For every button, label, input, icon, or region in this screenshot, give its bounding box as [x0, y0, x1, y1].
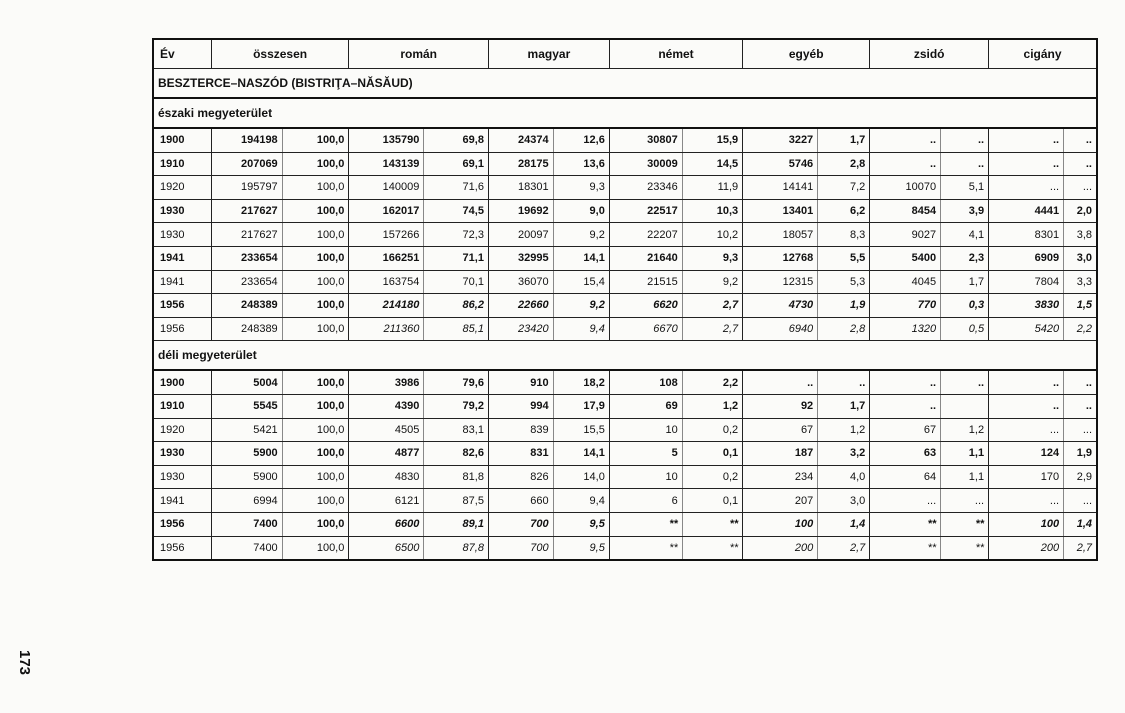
table-row	[153, 152, 1097, 176]
section-title-row	[153, 341, 1097, 371]
value-cell: ..	[870, 152, 941, 176]
value-cell: 1,2	[682, 394, 742, 418]
value-cell: 6940	[743, 317, 818, 341]
value-cell: 18,2	[553, 370, 609, 394]
table-row	[153, 465, 1097, 489]
header-year: Év	[153, 39, 211, 69]
value-cell: 1,9	[818, 294, 870, 318]
value-cell: ...	[1064, 489, 1097, 513]
value-cell: 92	[743, 394, 818, 418]
value-cell: 19692	[488, 199, 553, 223]
header-cigany: cigány	[989, 39, 1097, 69]
value-cell: **	[609, 512, 682, 536]
value-cell: **	[609, 536, 682, 560]
value-cell: 2,7	[818, 536, 870, 560]
value-cell: 74,5	[424, 199, 489, 223]
table-row	[153, 442, 1097, 466]
value-cell: 12768	[743, 246, 818, 270]
table-row	[153, 199, 1097, 223]
value-cell: **	[870, 512, 941, 536]
section-title: déli megyeterület	[153, 341, 1097, 371]
value-cell: 9,3	[682, 246, 742, 270]
value-cell: 0,1	[682, 489, 742, 513]
value-cell: 700	[488, 536, 553, 560]
region-title: BESZTERCE–NASZÓD (BISTRIŢA–NĂSĂUD)	[153, 69, 1097, 99]
value-cell: 71,6	[424, 176, 489, 200]
value-cell: 9,2	[553, 294, 609, 318]
value-cell: ...	[989, 418, 1064, 442]
value-cell: 22660	[488, 294, 553, 318]
year-cell: 1900	[153, 370, 211, 394]
value-cell: ..	[1064, 128, 1097, 152]
value-cell: 1,7	[941, 270, 989, 294]
value-cell: 6909	[989, 246, 1064, 270]
value-cell: 100,0	[282, 317, 349, 341]
value-cell: 2,8	[818, 152, 870, 176]
value-cell: 140009	[349, 176, 424, 200]
value-cell	[941, 394, 989, 418]
value-cell: 4830	[349, 465, 424, 489]
value-cell: 8301	[989, 223, 1064, 247]
year-cell: 1941	[153, 270, 211, 294]
value-cell: 100,0	[282, 176, 349, 200]
value-cell: 5,5	[818, 246, 870, 270]
year-cell: 1941	[153, 246, 211, 270]
value-cell: 32995	[488, 246, 553, 270]
year-cell: 1930	[153, 465, 211, 489]
value-cell: 1,2	[818, 418, 870, 442]
value-cell: 89,1	[424, 512, 489, 536]
value-cell: 4045	[870, 270, 941, 294]
value-cell: 36070	[488, 270, 553, 294]
header-egyeb: egyéb	[743, 39, 870, 69]
value-cell: 9,4	[553, 317, 609, 341]
value-cell: 162017	[349, 199, 424, 223]
value-cell: 826	[488, 465, 553, 489]
value-cell: 69,1	[424, 152, 489, 176]
value-cell: ..	[1064, 394, 1097, 418]
value-cell: 6,2	[818, 199, 870, 223]
value-cell: 3,9	[941, 199, 989, 223]
section-title: északi megyeterület	[153, 98, 1097, 128]
table-row	[153, 317, 1097, 341]
table-row	[153, 512, 1097, 536]
population-table	[152, 38, 1098, 561]
value-cell: 8454	[870, 199, 941, 223]
value-cell: 194198	[211, 128, 282, 152]
value-cell: ..	[818, 370, 870, 394]
value-cell: 4,0	[818, 465, 870, 489]
value-cell: 3,0	[1064, 246, 1097, 270]
value-cell: 157266	[349, 223, 424, 247]
value-cell: 69,8	[424, 128, 489, 152]
value-cell: ..	[870, 370, 941, 394]
value-cell: 7400	[211, 536, 282, 560]
value-cell: 0,2	[682, 465, 742, 489]
value-cell: 85,1	[424, 317, 489, 341]
value-cell: 5,3	[818, 270, 870, 294]
value-cell: 14,1	[553, 442, 609, 466]
value-cell: 3,2	[818, 442, 870, 466]
value-cell: 3,0	[818, 489, 870, 513]
value-cell: 100,0	[282, 199, 349, 223]
header-magyar: magyar	[488, 39, 609, 69]
table-row	[153, 223, 1097, 247]
value-cell: 5421	[211, 418, 282, 442]
value-cell: 4730	[743, 294, 818, 318]
value-cell: 23346	[609, 176, 682, 200]
value-cell: 831	[488, 442, 553, 466]
value-cell: 2,3	[941, 246, 989, 270]
value-cell: ...	[870, 489, 941, 513]
value-cell: ..	[989, 394, 1064, 418]
value-cell: 13401	[743, 199, 818, 223]
value-cell: 1,1	[941, 465, 989, 489]
table-row	[153, 394, 1097, 418]
value-cell: 100,0	[282, 152, 349, 176]
value-cell: 12,6	[553, 128, 609, 152]
value-cell: ...	[1064, 176, 1097, 200]
value-cell: 143139	[349, 152, 424, 176]
value-cell: ..	[941, 152, 989, 176]
value-cell: ..	[743, 370, 818, 394]
value-cell: 2,0	[1064, 199, 1097, 223]
value-cell: 100,0	[282, 246, 349, 270]
value-cell: 100	[989, 512, 1064, 536]
value-cell: 5,1	[941, 176, 989, 200]
value-cell: 100,0	[282, 270, 349, 294]
value-cell: 11,9	[682, 176, 742, 200]
value-cell: 7,2	[818, 176, 870, 200]
value-cell: 10,2	[682, 223, 742, 247]
table-row	[153, 536, 1097, 560]
value-cell: 2,8	[818, 317, 870, 341]
value-cell: 20097	[488, 223, 553, 247]
value-cell: 21515	[609, 270, 682, 294]
value-cell: 5004	[211, 370, 282, 394]
value-cell: 5545	[211, 394, 282, 418]
value-cell: 195797	[211, 176, 282, 200]
value-cell: 79,2	[424, 394, 489, 418]
value-cell: **	[941, 512, 989, 536]
value-cell: 5420	[989, 317, 1064, 341]
value-cell: 30807	[609, 128, 682, 152]
value-cell: 83,1	[424, 418, 489, 442]
value-cell: 108	[609, 370, 682, 394]
value-cell: 207	[743, 489, 818, 513]
value-cell: 100,0	[282, 442, 349, 466]
value-cell: 135790	[349, 128, 424, 152]
value-cell: 28175	[488, 152, 553, 176]
header-zsido: zsidó	[870, 39, 989, 69]
value-cell: 14,5	[682, 152, 742, 176]
value-cell: **	[941, 536, 989, 560]
year-cell: 1900	[153, 128, 211, 152]
value-cell: 1,7	[818, 394, 870, 418]
year-cell: 1930	[153, 442, 211, 466]
value-cell: 100,0	[282, 370, 349, 394]
value-cell: 9,2	[682, 270, 742, 294]
value-cell: 72,3	[424, 223, 489, 247]
value-cell: 1,9	[1064, 442, 1097, 466]
value-cell: 1,2	[941, 418, 989, 442]
value-cell: 18301	[488, 176, 553, 200]
value-cell: 100,0	[282, 418, 349, 442]
value-cell: ..	[941, 128, 989, 152]
value-cell: 70,1	[424, 270, 489, 294]
value-cell: ..	[870, 128, 941, 152]
year-cell: 1930	[153, 199, 211, 223]
value-cell: 170	[989, 465, 1064, 489]
value-cell: 2,7	[682, 294, 742, 318]
value-cell: 700	[488, 512, 553, 536]
value-cell: 3830	[989, 294, 1064, 318]
value-cell: 4505	[349, 418, 424, 442]
value-cell: ...	[989, 489, 1064, 513]
page-number: 173	[16, 650, 33, 676]
value-cell: 0,1	[682, 442, 742, 466]
value-cell: 6620	[609, 294, 682, 318]
value-cell: 4,1	[941, 223, 989, 247]
table-row	[153, 128, 1097, 152]
value-cell: 100,0	[282, 489, 349, 513]
table-row	[153, 294, 1097, 318]
year-cell: 1920	[153, 176, 211, 200]
value-cell: 22207	[609, 223, 682, 247]
value-cell: **	[870, 536, 941, 560]
value-cell: 9,0	[553, 199, 609, 223]
value-cell: ..	[989, 152, 1064, 176]
value-cell: 12315	[743, 270, 818, 294]
value-cell: ..	[989, 370, 1064, 394]
value-cell: 248389	[211, 317, 282, 341]
value-cell: 82,6	[424, 442, 489, 466]
value-cell: 839	[488, 418, 553, 442]
value-cell: 2,7	[682, 317, 742, 341]
value-cell: 10,3	[682, 199, 742, 223]
year-cell: 1956	[153, 317, 211, 341]
table-row	[153, 489, 1097, 513]
value-cell: ...	[989, 176, 1064, 200]
value-cell: 0,5	[941, 317, 989, 341]
value-cell: 22517	[609, 199, 682, 223]
year-cell: 1910	[153, 152, 211, 176]
value-cell: 69	[609, 394, 682, 418]
value-cell: 100	[743, 512, 818, 536]
value-cell: 200	[989, 536, 1064, 560]
value-cell: ..	[1064, 370, 1097, 394]
value-cell: 5746	[743, 152, 818, 176]
value-cell: 15,5	[553, 418, 609, 442]
value-cell: 3,8	[1064, 223, 1097, 247]
value-cell: ...	[941, 489, 989, 513]
value-cell: 15,4	[553, 270, 609, 294]
value-cell: 207069	[211, 152, 282, 176]
value-cell: 4390	[349, 394, 424, 418]
value-cell: 0,3	[941, 294, 989, 318]
value-cell: 1,5	[1064, 294, 1097, 318]
value-cell: 13,6	[553, 152, 609, 176]
year-cell: 1941	[153, 489, 211, 513]
value-cell: 9,5	[553, 536, 609, 560]
value-cell: 100,0	[282, 394, 349, 418]
value-cell: 87,8	[424, 536, 489, 560]
value-cell: 6600	[349, 512, 424, 536]
value-cell: 18057	[743, 223, 818, 247]
header-nemet: német	[609, 39, 742, 69]
value-cell: 5	[609, 442, 682, 466]
value-cell: 10	[609, 418, 682, 442]
value-cell: 67	[743, 418, 818, 442]
value-cell: 200	[743, 536, 818, 560]
value-cell: 86,2	[424, 294, 489, 318]
value-cell: 100,0	[282, 128, 349, 152]
value-cell: 1,4	[818, 512, 870, 536]
value-cell: 9,3	[553, 176, 609, 200]
value-cell: 9027	[870, 223, 941, 247]
value-cell: 770	[870, 294, 941, 318]
value-cell: 79,6	[424, 370, 489, 394]
table-row	[153, 246, 1097, 270]
value-cell: 5400	[870, 246, 941, 270]
value-cell: 14141	[743, 176, 818, 200]
value-cell: 163754	[349, 270, 424, 294]
value-cell: 100,0	[282, 536, 349, 560]
value-cell: 64	[870, 465, 941, 489]
value-cell: 5900	[211, 442, 282, 466]
region-title-row	[153, 69, 1097, 99]
value-cell: ..	[941, 370, 989, 394]
value-cell: 6121	[349, 489, 424, 513]
value-cell: 2,7	[1064, 536, 1097, 560]
value-cell: 23420	[488, 317, 553, 341]
value-cell: 166251	[349, 246, 424, 270]
value-cell: 81,8	[424, 465, 489, 489]
value-cell: ..	[1064, 152, 1097, 176]
value-cell: 1,1	[941, 442, 989, 466]
value-cell: 217627	[211, 223, 282, 247]
year-cell: 1920	[153, 418, 211, 442]
year-cell: 1956	[153, 512, 211, 536]
value-cell: 6994	[211, 489, 282, 513]
table-row	[153, 370, 1097, 394]
value-cell: 9,4	[553, 489, 609, 513]
value-cell: 124	[989, 442, 1064, 466]
value-cell: 100,0	[282, 465, 349, 489]
value-cell: 0,2	[682, 418, 742, 442]
value-cell: 2,2	[682, 370, 742, 394]
header-total: összesen	[211, 39, 349, 69]
value-cell: 5900	[211, 465, 282, 489]
year-cell: 1956	[153, 294, 211, 318]
value-cell: 187	[743, 442, 818, 466]
value-cell: 8,3	[818, 223, 870, 247]
value-cell: 17,9	[553, 394, 609, 418]
value-cell: 1,4	[1064, 512, 1097, 536]
value-cell: 9,2	[553, 223, 609, 247]
value-cell: 15,9	[682, 128, 742, 152]
value-cell: 67	[870, 418, 941, 442]
value-cell: 21640	[609, 246, 682, 270]
value-cell: 660	[488, 489, 553, 513]
value-cell: 3986	[349, 370, 424, 394]
year-cell: 1956	[153, 536, 211, 560]
value-cell: 14,1	[553, 246, 609, 270]
value-cell: 6	[609, 489, 682, 513]
value-cell: 3,3	[1064, 270, 1097, 294]
table-row	[153, 418, 1097, 442]
table-body	[153, 69, 1097, 561]
value-cell: 7400	[211, 512, 282, 536]
value-cell: 63	[870, 442, 941, 466]
value-cell: 4441	[989, 199, 1064, 223]
value-cell: 14,0	[553, 465, 609, 489]
value-cell: 100,0	[282, 294, 349, 318]
value-cell: 1320	[870, 317, 941, 341]
value-cell: 1,7	[818, 128, 870, 152]
value-cell: ..	[989, 128, 1064, 152]
value-cell: 87,5	[424, 489, 489, 513]
value-cell: 4877	[349, 442, 424, 466]
value-cell: 10	[609, 465, 682, 489]
table-row	[153, 176, 1097, 200]
value-cell: 6670	[609, 317, 682, 341]
value-cell: 100,0	[282, 223, 349, 247]
value-cell: 2,2	[1064, 317, 1097, 341]
value-cell: 994	[488, 394, 553, 418]
value-cell: 233654	[211, 270, 282, 294]
header-row	[153, 39, 1097, 69]
section-title-row	[153, 98, 1097, 128]
value-cell: 24374	[488, 128, 553, 152]
year-cell: 1930	[153, 223, 211, 247]
value-cell: 9,5	[553, 512, 609, 536]
value-cell: 248389	[211, 294, 282, 318]
value-cell: **	[682, 512, 742, 536]
value-cell: 71,1	[424, 246, 489, 270]
year-cell: 1910	[153, 394, 211, 418]
value-cell: 234	[743, 465, 818, 489]
value-cell: ...	[1064, 418, 1097, 442]
value-cell: 3227	[743, 128, 818, 152]
value-cell: 30009	[609, 152, 682, 176]
value-cell: **	[682, 536, 742, 560]
value-cell: 211360	[349, 317, 424, 341]
value-cell: 233654	[211, 246, 282, 270]
value-cell: 217627	[211, 199, 282, 223]
value-cell: 214180	[349, 294, 424, 318]
value-cell: ..	[870, 394, 941, 418]
value-cell: 6500	[349, 536, 424, 560]
header-roman: román	[349, 39, 489, 69]
value-cell: 10070	[870, 176, 941, 200]
value-cell: 7804	[989, 270, 1064, 294]
value-cell: 910	[488, 370, 553, 394]
value-cell: 2,9	[1064, 465, 1097, 489]
table-row	[153, 270, 1097, 294]
value-cell: 100,0	[282, 512, 349, 536]
